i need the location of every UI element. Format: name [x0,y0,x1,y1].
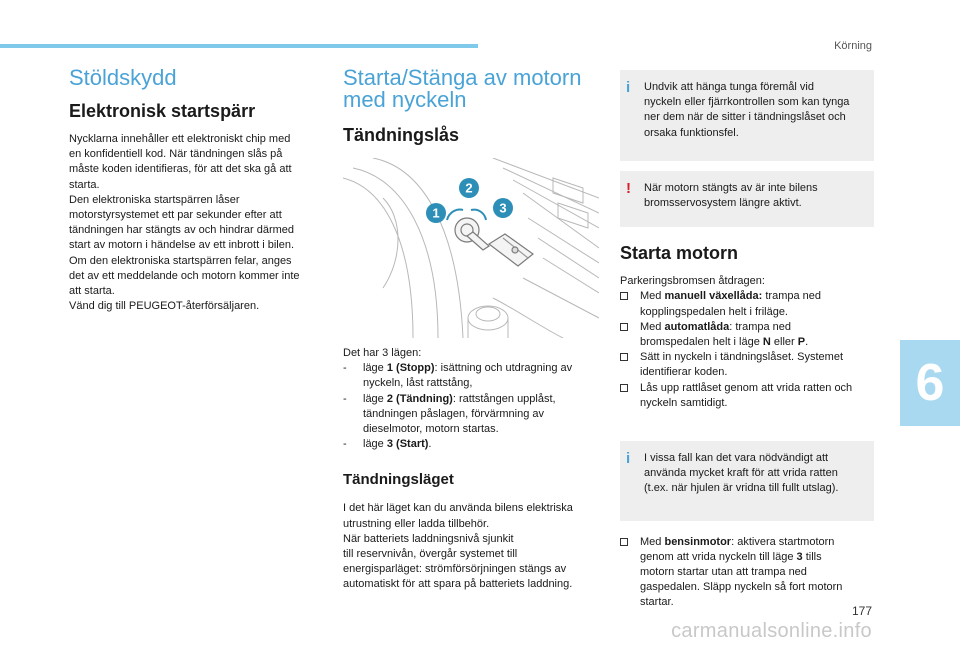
ignition-drawing [343,158,599,338]
start-steps [620,289,874,411]
text-line: att starta. [69,285,115,298]
text-run: . [805,336,809,349]
chapter-number: 6 [915,354,945,412]
ignition-illustration [343,158,599,338]
text-run: tills [802,550,822,563]
section-title-theft: Stöldskydd [69,65,177,90]
text-line: Nycklarna innehåller ett elektroniskt chip med [69,133,291,145]
text-run: tändningen påslagen, förvärmning av [363,407,545,420]
text-run: : aktivera startmotorn [731,535,835,548]
positions-list [343,361,601,452]
text-run: 3 [796,550,803,563]
text-line: starta. [69,178,100,191]
dash-marker: - [343,362,347,375]
start-intro: Parkeringsbromsen åtdragen: [620,275,765,288]
position-item [343,361,601,391]
info-icon: i [626,79,631,96]
header-bar [0,44,478,48]
title-line: med nyckeln [343,87,467,112]
checkbox-icon [620,384,628,392]
text-line: (t.ex. när hjulen är vridna till fullt utslag). [644,482,839,495]
info-note-steering-force [620,441,874,521]
text-line: automatiskt för att spara på batteriets laddning. [343,578,573,591]
text-line: ner dem när de sitter i tändningslåset och [644,111,846,124]
text-run: trampa ned [762,290,821,303]
step-item [620,350,874,380]
text-run: nyckeln, låst rattstång, [363,377,473,390]
checkbox-icon [620,323,628,331]
text-line: det av ett meddelande och motorn kommer inte [69,269,300,282]
immobiliser-text [69,132,324,314]
step-item [620,289,874,319]
dash-marker: - [343,438,347,451]
step-item [620,535,874,611]
info-icon: i [626,450,631,468]
text-run: N [762,336,771,349]
text-run: manuell växellåda: [664,290,763,303]
text-line: orsaka funktionsfel. [644,126,739,139]
text-line: När motorn stängts av är inte bilens [644,181,818,194]
text-run: identifierar koden. [640,366,728,379]
info-note-heavy-objects [620,70,874,161]
text-run: motorn startar utan att trampa ned [640,566,807,579]
text-run: nyckeln samtidigt. [640,396,728,409]
callout-3-label: 3 [499,200,507,216]
text-line: motorstyrsystemet ett par sekunder efter att [69,209,282,222]
position-item [343,437,601,452]
text-run: Lås upp rattlåset genom att vrida ratten och [640,381,853,394]
text-line: tändningen har stängts av och hindrar därmed [69,224,295,237]
text-run: genom att vrida nyckeln till läge [640,550,797,563]
text-line: energisparläget: strömförsörjningen stängs av [343,563,567,576]
text-run: : rattstången upplåst, [452,392,556,405]
text-run: eller [770,336,798,349]
text-line: Vänd dig till PEUGEOT-återförsäljaren. [69,300,260,313]
subtitle-start-engine: Starta motorn [620,243,739,264]
chapter-tab [900,340,960,426]
text-run: . [428,438,432,451]
text-run: Med [640,535,665,548]
subtitle-ignition-switch: Tändningslås [343,125,460,145]
callout-2-label: 2 [465,180,473,196]
text-line: måste koden identifieras, för att det ska gå att [69,163,292,176]
text-line: När batteriets laddningsnivå sjunkit [343,532,514,545]
text-run: bromspedalen helt i läge [640,336,763,349]
step-item [620,381,874,411]
checkbox-icon [620,538,628,546]
text-line: nyckeln eller fjärrkontrollen som kan tynga [644,96,850,109]
position-item [343,392,601,438]
step-item [620,320,874,350]
column-start-stop [343,60,601,593]
text-line: Undvik att hänga tunga föremål vid [644,81,814,93]
checkbox-icon [620,292,628,300]
text-line: start av motorn i händelse av ett inbrott i bilen. [69,239,295,252]
position-label: 1 (Stopp) [386,362,435,375]
dash-marker: - [343,392,347,405]
title-line: Starta/Stänga av motorn [343,65,582,90]
text-run: läge [363,438,387,451]
text-line: en konfidentiell kod. När tändningen slås på [69,148,283,161]
subtitle-immobiliser: Elektronisk startspärr [69,101,256,121]
callout-1-label: 1 [432,205,440,221]
position-label: 3 (Start) [386,438,429,451]
positions-intro: Det har 3 lägen: [343,347,422,359]
text-run: : isättning och utdragning av [434,362,573,375]
text-line: bromsservosystem längre aktivt. [644,197,802,210]
text-line: Den elektroniska startspärren låser [69,193,240,206]
column-start-engine [620,70,874,611]
text-line: Om den elektroniska startspärren felar, anges [69,254,292,267]
column-theft-protection [69,60,324,314]
text-run: Med [640,320,665,333]
watermark: carmanualsonline.info [671,620,872,642]
text-run: Sätt in nyckeln i tändningslåset. Systemet [640,351,843,364]
text-run: automatlåda [664,320,730,333]
text-run: Med [640,290,665,303]
text-run: gaspedalen. Släpp nyckeln så fort motorn [640,581,843,594]
checkbox-icon [620,353,628,361]
position-label: 2 (Tändning) [386,392,453,405]
text-run: : trampa ned [729,320,792,333]
section-title-start-stop [343,67,601,111]
warning-note-brake-servo [620,171,874,227]
text-line: I vissa fall kan det vara nödvändigt att [644,452,829,465]
text-line: använda mycket kraft för att vrida ratten [644,467,838,480]
text-run: läge [363,362,387,375]
text-run: P [797,336,806,349]
section-label: Körning [834,40,872,52]
page-number: 177 [851,604,872,618]
text-run: dieselmotor, motorn startas. [363,423,499,436]
subtitle-ignition-mode: Tändningsläget [343,471,454,489]
text-run: kopplingspedalen helt i friläge. [640,305,788,318]
ignition-mode-text [343,501,601,592]
text-run: bensinmotor [664,535,732,548]
text-run: startar. [640,596,674,609]
text-line: utrustning eller ladda tillbehör. [343,517,490,530]
text-line: till reservnivån, övergår systemet till [343,548,518,561]
text-run: läge [363,392,387,405]
warning-icon: ! [626,179,631,197]
petrol-steps [620,535,874,611]
text-line: I det här läget kan du använda bilens elektriska [343,502,573,515]
